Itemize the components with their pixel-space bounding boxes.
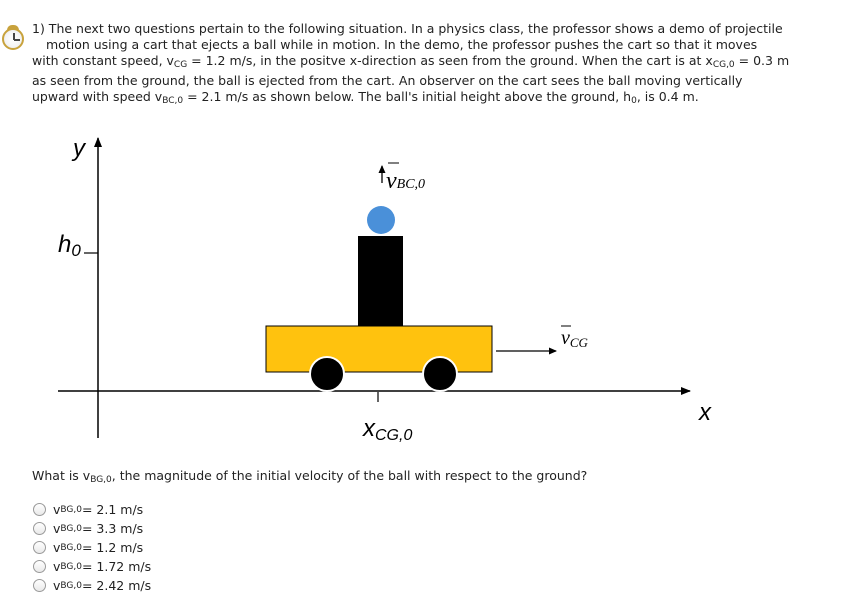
h0-label: h0 [58, 231, 81, 260]
question-line-3: with constant speed, $v_{CG} = 1.2$ m/s, in the positve x-direction as seen from the ground. When the cart is at $x_{CG,0} = 0.3$ m [32, 53, 790, 70]
answer-choices [33, 500, 151, 595]
vbc-label: vBC,0 [386, 168, 426, 194]
radio-button[interactable] [33, 541, 46, 554]
ball [367, 206, 395, 234]
y-axis-label: y [73, 135, 85, 162]
radio-button[interactable] [33, 560, 46, 573]
question-line-4: as seen from the ground, the ball is ejected from the cart. An observer on the cart sees the ball moving vertically [32, 73, 743, 88]
question-line-1: 1) The next two questions pertain to the following situation. In a physics class, the professor shows a demo of projectile [32, 21, 783, 36]
right-wheel [423, 357, 457, 391]
ejector-post [358, 236, 403, 326]
answer-choice[interactable]: v BG,0 = 1.72 m/s [33, 557, 151, 576]
x-axis-label: x [699, 399, 711, 426]
answer-choice[interactable]: v BG,0 = 3.3 m/s [33, 519, 151, 538]
xcg0-label: xCG,0 [363, 415, 413, 444]
left-wheel [310, 357, 344, 391]
answer-choice[interactable]: v BG,0 = 1.2 m/s [33, 538, 151, 557]
radio-button[interactable] [33, 522, 46, 535]
radio-button[interactable] [33, 503, 46, 516]
question-prompt: What is $v_{BG,0}$, the magnitude of the initial velocity of the ball with respect to the ground? [32, 468, 588, 485]
answer-choice[interactable]: v BG,0 = 2.42 m/s [33, 576, 151, 595]
question-line-2: motion using a cart that ejects a ball while in motion. In the demo, the professor pushes the cart so that it moves [46, 37, 758, 52]
cart-body [266, 326, 492, 372]
vcg-label: vCG [561, 327, 588, 350]
answer-choice[interactable]: v BG,0 = 2.1 m/s [33, 500, 151, 519]
question-line-5: upward with speed $v_{BC,0} = 2.1$ m/s as shown below. The ball's initial height above the ground, $h_0$, is 0.4 m. [32, 89, 699, 106]
radio-button[interactable] [33, 579, 46, 592]
